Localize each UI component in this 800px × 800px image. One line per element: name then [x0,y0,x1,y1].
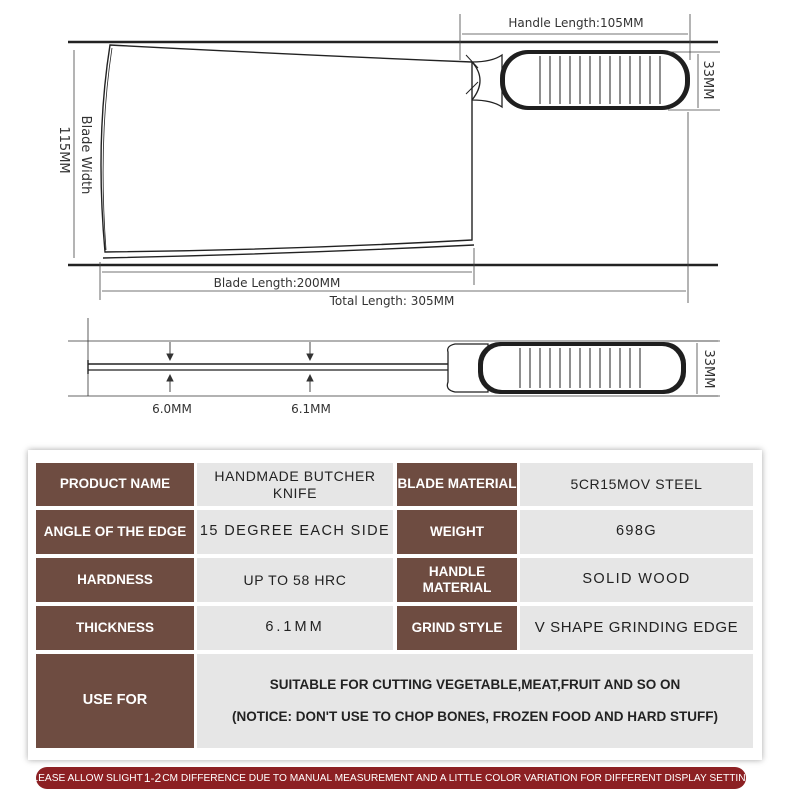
blade-width-value: 115MM [56,126,71,174]
thickness-arrows [167,342,313,392]
spine-thickness-1-label: 6.0MM [152,402,192,416]
handle-length-label: Handle Length:105MM [508,16,644,30]
blade-material-label: BLADE MATERIAL [397,463,517,506]
notice-range: 1-2 [143,771,162,785]
use-for-value [197,654,753,748]
blade-width-label: Blade Width [78,115,93,195]
notice-suffix: CM DIFFERENCE DUE TO MANUAL MEASUREMENT AND A LITTLE COLOR VARIATION FOR DIFFERENT DISPLAY SETTING. [162,772,757,784]
edge-angle-label: ANGLE OF THE EDGE [36,510,194,554]
handle-top [500,50,690,110]
spine-thickness-2-label: 6.1MM [291,402,331,416]
blade-material-value: 5CR15MOV STEEL [520,463,753,506]
specification-table [28,450,762,760]
thickness-label: THICKNESS [36,606,194,650]
edge-angle-value: 15 DEGREE EACH SIDE [197,510,393,554]
knife-side-view [68,318,718,396]
notice-prefix: PLEASE ALLOW SLIGHT [25,772,143,784]
weight-value: 698G [520,510,753,554]
product-name-value: HANDMADE BUTCHER KNIFE [197,463,393,506]
bolster-top [472,55,502,107]
product-name-label: PRODUCT NAME [36,463,194,506]
use-for-line-1: SUITABLE FOR CUTTING VEGETABLE,MEAT,FRUIT AND SO ON [269,676,681,692]
use-for-line-2: (NOTICE: DON'T USE TO CHOP BONES, FROZEN FOOD AND HARD STUFF) [232,709,718,724]
handle-material-label: HANDLE MATERIAL [397,558,517,602]
thickness-value: 6.1MM [197,606,393,650]
hardness-label: HARDNESS [36,558,194,602]
total-length-label: Total Length: 305MM [329,294,455,308]
handle-thickness-top-label: 33MM [700,60,715,100]
hardness-value: UP TO 58 HRC [197,558,393,602]
blade-outline [101,45,474,258]
blade-length-label: Blade Length:200MM [213,276,341,290]
handle-thickness-side-label: 33MM [701,349,716,389]
handle-material-value: SOLID WOOD [520,558,753,602]
grind-style-value: V SHAPE GRINDING EDGE [520,606,753,650]
measurement-notice [25,767,757,789]
grind-style-label: GRIND STYLE [397,606,517,650]
weight-label: WEIGHT [397,510,517,554]
use-for-label: USE FOR [36,654,194,748]
